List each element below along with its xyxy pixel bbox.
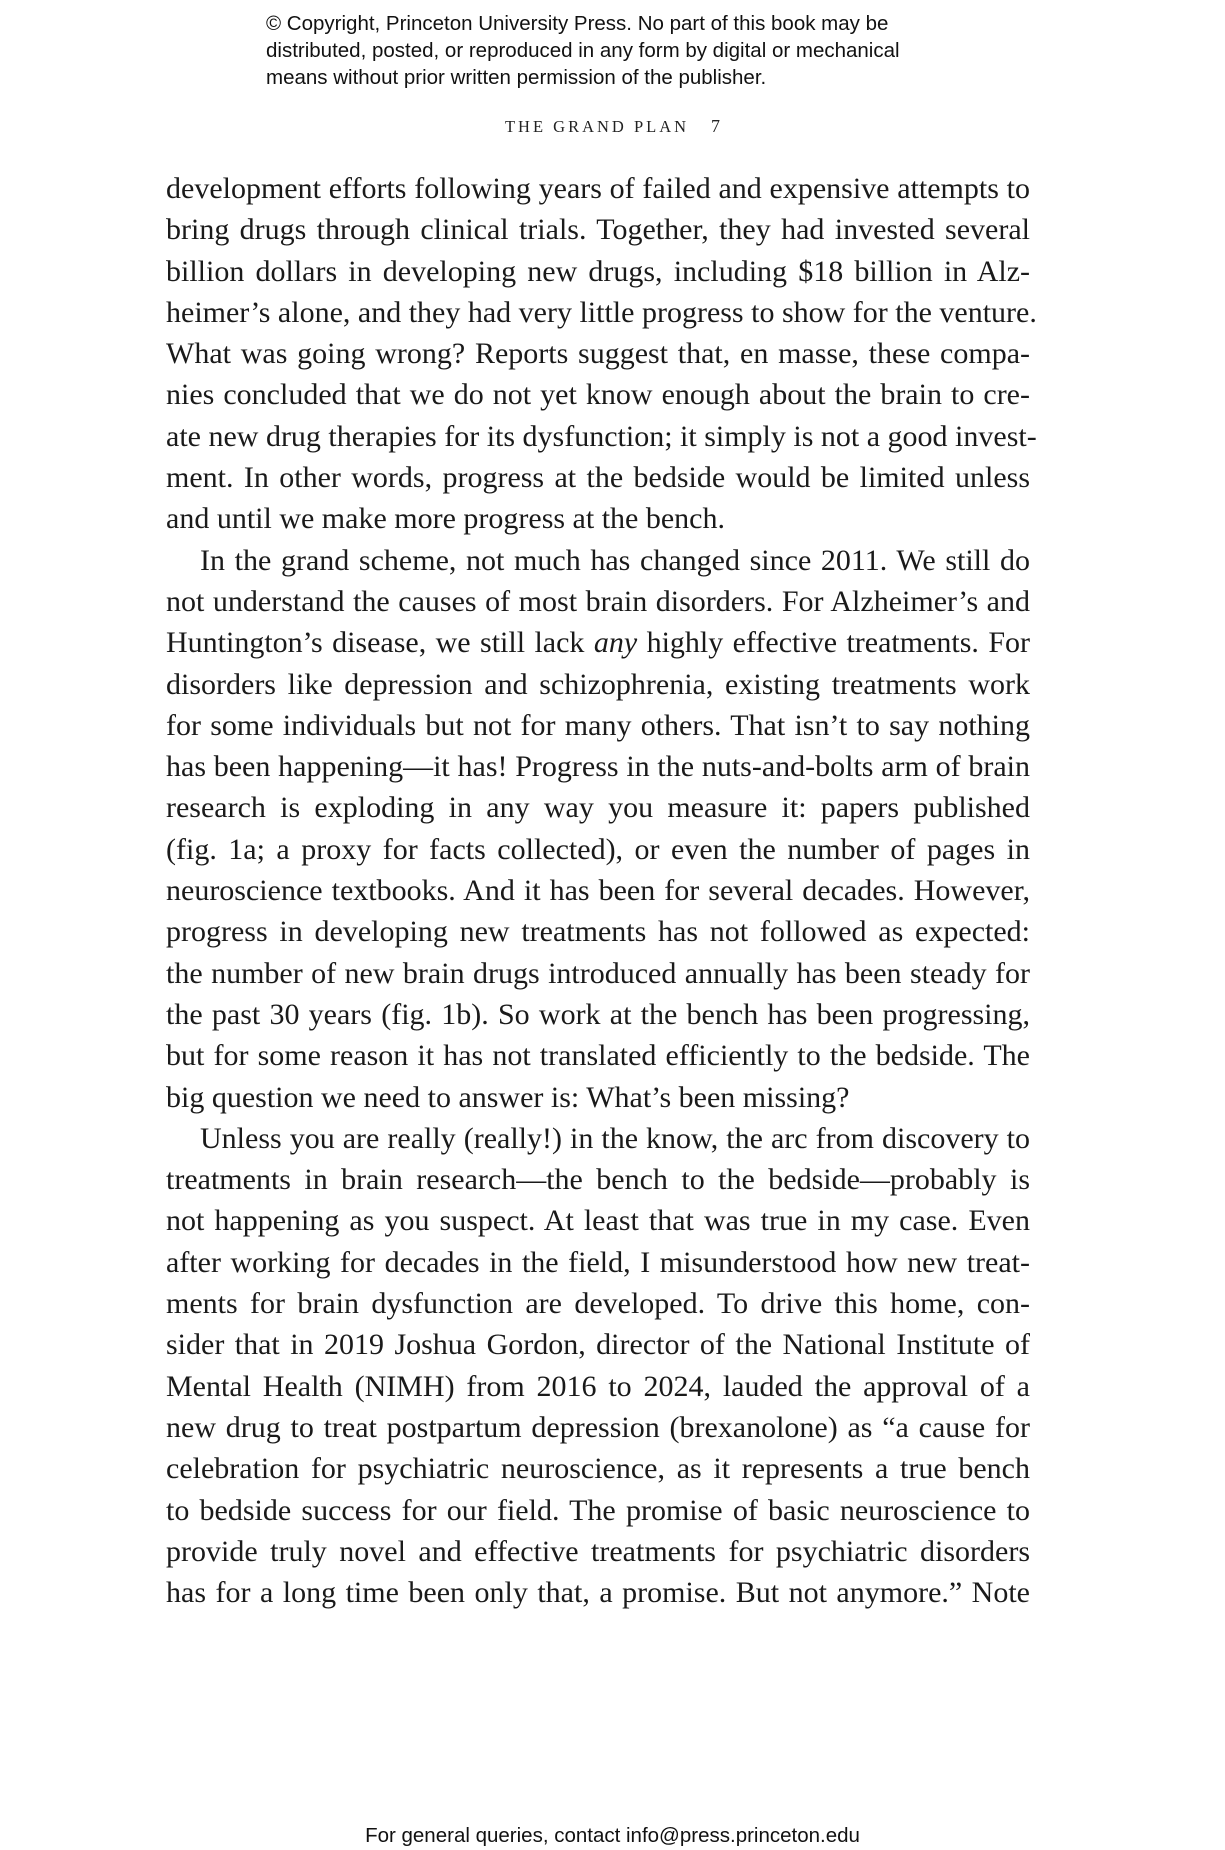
text-line: not understand the causes of most brain disorders. For Alzheimer’s and: [166, 584, 1030, 618]
body-text: [166, 168, 1037, 1613]
text-line: treatments in brain research—the bench to the bedside—probably is: [166, 1163, 1030, 1197]
paragraph: [166, 1118, 1030, 1614]
text-line: the past 30 years (fig. 1b). So work at the bench has been progressing,: [166, 997, 1030, 1031]
text-line: sider that in 2019 Joshua Gordon, director of the National Institute of: [166, 1328, 1030, 1362]
chapter-title: THE GRAND PLAN: [504, 117, 690, 136]
text-line: Unless you are really (really!) in the know, the arc from discovery to: [200, 1121, 1030, 1155]
running-head: [0, 116, 1225, 137]
text-line: has been happening—it has! Progress in the nuts-and-bolts arm of brain: [166, 750, 1030, 784]
text-line: after working for decades in the field, I misunderstood how new treat-: [166, 1245, 1030, 1279]
text-line: the number of new brain drugs introduced annually has been steady for: [166, 956, 1030, 990]
text-line: billion dollars in developing new drugs, including $18 billion in Alz-: [166, 254, 1030, 288]
text-line: development efforts following years of failed and expensive attempts to: [166, 172, 1030, 205]
text-line: What was going wrong? Reports suggest that, en masse, these compa-: [166, 337, 1030, 371]
text-line: neuroscience textbooks. And it has been for several decades. However,: [166, 874, 1030, 908]
text-line: [166, 622, 1030, 663]
text-line: ments for brain dysfunction are developed. To drive this home, con-: [166, 1287, 1030, 1321]
text-line: nies concluded that we do not yet know enough about the brain to cre-: [166, 378, 1030, 412]
text-line: provide truly novel and effective treatments for psychiatric disorders: [166, 1534, 1030, 1568]
paragraph: [166, 168, 1037, 540]
page-number: 7: [711, 116, 721, 136]
copyright-line: distributed, posted, or reproduced in any form by digital or mechanical: [266, 39, 900, 62]
text-line: big question we need to answer is: What’s been missing?: [166, 1080, 850, 1114]
copyright-line: means without prior written permission of the publisher.: [266, 66, 767, 89]
emphasis-text: any: [593, 626, 638, 660]
copyright-line: © Copyright, Princeton University Press. No part of this book may be: [266, 12, 889, 35]
text-line: to bedside success for our field. The promise of basic neuroscience to: [166, 1493, 1030, 1527]
text-line: (fig. 1a; a proxy for facts collected), or even the number of pages in: [166, 832, 1030, 866]
text-line: bring drugs through clinical trials. Together, they had invested several: [166, 213, 1030, 247]
text-line: ment. In other words, progress at the bedside would be limited unless: [166, 461, 1030, 495]
footer-contact: For general queries, contact info@press.princeton.edu: [365, 1824, 860, 1847]
text-line: has for a long time been only that, a promise. But not anymore.” Note: [166, 1576, 1030, 1610]
text-line: not happening as you suspect. At least that was true in my case. Even: [166, 1204, 1030, 1238]
text-segment: highly effective treatments. For: [637, 626, 1030, 660]
text-line: and until we make more progress at the bench.: [166, 502, 725, 536]
text-line: Mental Health (NIMH) from 2016 to 2024, lauded the approval of a: [166, 1369, 1030, 1403]
copyright-notice: [266, 10, 1026, 91]
text-line: for some individuals but not for many others. That isn’t to say nothing: [166, 708, 1030, 742]
paragraph: [166, 540, 1030, 1118]
text-line: but for some reason it has not translated efficiently to the bedside. The: [166, 1039, 1030, 1073]
text-segment: Huntington’s disease, we still lack: [166, 626, 594, 660]
text-line: In the grand scheme, not much has changed since 2011. We still do: [200, 543, 1030, 577]
text-line: heimer’s alone, and they had very little progress to show for the venture.: [166, 295, 1037, 329]
text-line: celebration for psychiatric neuroscience, as it represents a true bench: [166, 1452, 1030, 1486]
text-line: new drug to treat postpartum depression (brexanolone) as “a cause for: [166, 1410, 1030, 1444]
text-line: disorders like depression and schizophrenia, existing treatments work: [166, 667, 1030, 701]
text-line: progress in developing new treatments has not followed as expected:: [166, 915, 1030, 949]
text-line: research is exploding in any way you measure it: papers published: [166, 791, 1030, 825]
text-line: ate new drug therapies for its dysfunction; it simply is not a good invest-: [166, 419, 1037, 453]
